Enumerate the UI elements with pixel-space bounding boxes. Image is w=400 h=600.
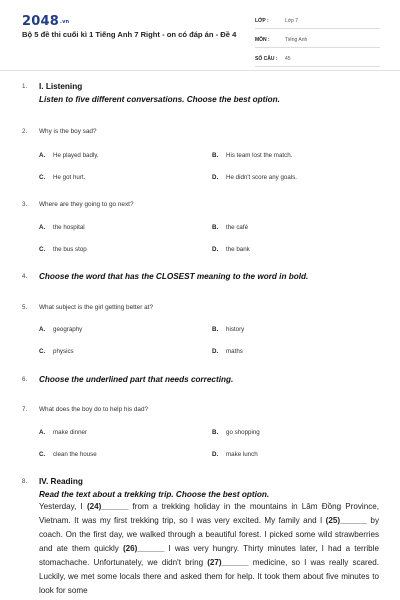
blank-24[interactable]: (24)______ <box>86 502 129 511</box>
option-b[interactable]: B. go shopping <box>212 429 260 436</box>
site-logo[interactable] <box>22 14 69 29</box>
document-header <box>0 0 400 70</box>
header-divider <box>0 70 400 71</box>
section-instruction: Read the text about a trekking trip. Choose the best option. <box>39 490 270 499</box>
item-number: 4. <box>22 273 28 280</box>
meta-class <box>255 14 380 29</box>
option-c[interactable]: C. He got hurt. <box>39 174 86 181</box>
document-title: Bộ 5 đề thi cuối kì 1 Tiếng Anh 7 Right - on có đáp án - Đề 4 <box>22 30 237 39</box>
meta-value: Lớp 7 <box>285 18 299 24</box>
section-instruction: Choose the underlined part that needs correcting. <box>39 375 234 384</box>
blank-26[interactable]: (26)______ <box>122 544 165 553</box>
meta-label: MÔN : <box>255 37 270 43</box>
meta-label: SỐ CÂU : <box>255 56 278 62</box>
option-d[interactable]: D. He didn't score any goals. <box>212 174 298 181</box>
meta-value: 45 <box>285 56 291 62</box>
logo-text: 2048 <box>22 14 59 29</box>
option-d[interactable]: D. make lunch <box>212 451 258 458</box>
section-instruction: Choose the word that has the CLOSEST meaning to the word in bold. <box>39 272 309 281</box>
question-text: What does the boy do to help his dad? <box>39 406 149 413</box>
option-b[interactable]: B. history <box>212 326 245 333</box>
question-text: Why is the boy sad? <box>39 128 97 135</box>
option-d[interactable]: D. the bank <box>212 246 250 253</box>
blank-27[interactable]: (27)______ <box>207 558 249 567</box>
meta-value: Tiếng Anh <box>285 37 308 43</box>
section-instruction: Listen to five different conversations. Choose the best option. <box>39 95 280 104</box>
item-number: 6. <box>22 376 28 383</box>
item-number: 3. <box>22 201 28 208</box>
item-number: 1. <box>22 83 28 90</box>
item-number: 5. <box>22 304 28 311</box>
question-text: Where are they going to go next? <box>39 201 134 208</box>
option-c[interactable]: C. the bus stop <box>39 246 87 253</box>
option-b[interactable]: B. the café <box>212 224 249 231</box>
option-a[interactable]: A. make dinner <box>39 429 88 436</box>
option-c[interactable]: C. physics <box>39 348 74 355</box>
option-b[interactable]: B. His team lost the match. <box>212 152 293 159</box>
blank-25[interactable]: (25)______ <box>325 516 368 525</box>
option-d[interactable]: D. maths <box>212 348 243 355</box>
item-number: 2. <box>22 128 28 135</box>
option-a[interactable]: A. geography <box>39 326 83 333</box>
meta-subject <box>255 33 380 48</box>
option-c[interactable]: C. clean the house <box>39 451 97 458</box>
item-number: 7. <box>22 406 28 413</box>
option-a[interactable]: A. the hospital <box>39 224 85 231</box>
option-a[interactable]: A. He played badly. <box>39 152 99 159</box>
logo-suffix: .vn <box>59 18 70 25</box>
document-meta <box>255 14 380 71</box>
section-title: I. Listening <box>39 82 83 91</box>
question-text: What subject is the girl getting better at? <box>39 304 154 311</box>
item-number: 8. <box>22 478 28 485</box>
meta-question-count <box>255 52 380 67</box>
section-title: IV. Reading <box>39 477 83 486</box>
meta-label: LỚP : <box>255 18 269 24</box>
reading-passage: Yesterday, I (24)______ from a trekking holiday in the mountains in Lâm Đồng Province, Vietnam. It was my first trekking trip, so I was very excited. My family and I (25)______ by coach. On the first day, we walked through a beautiful forest. I picked some wild strawberries and ate them quickly (26)______ I was very hungry. Thirty minutes later, I had a terrible stomachache. Unfortunately, we didn't bring (27)______ medicine, so I was really scared. Luckily, we met some locals there and asked them for help. It took them about five minutes to look for some <box>39 502 379 595</box>
